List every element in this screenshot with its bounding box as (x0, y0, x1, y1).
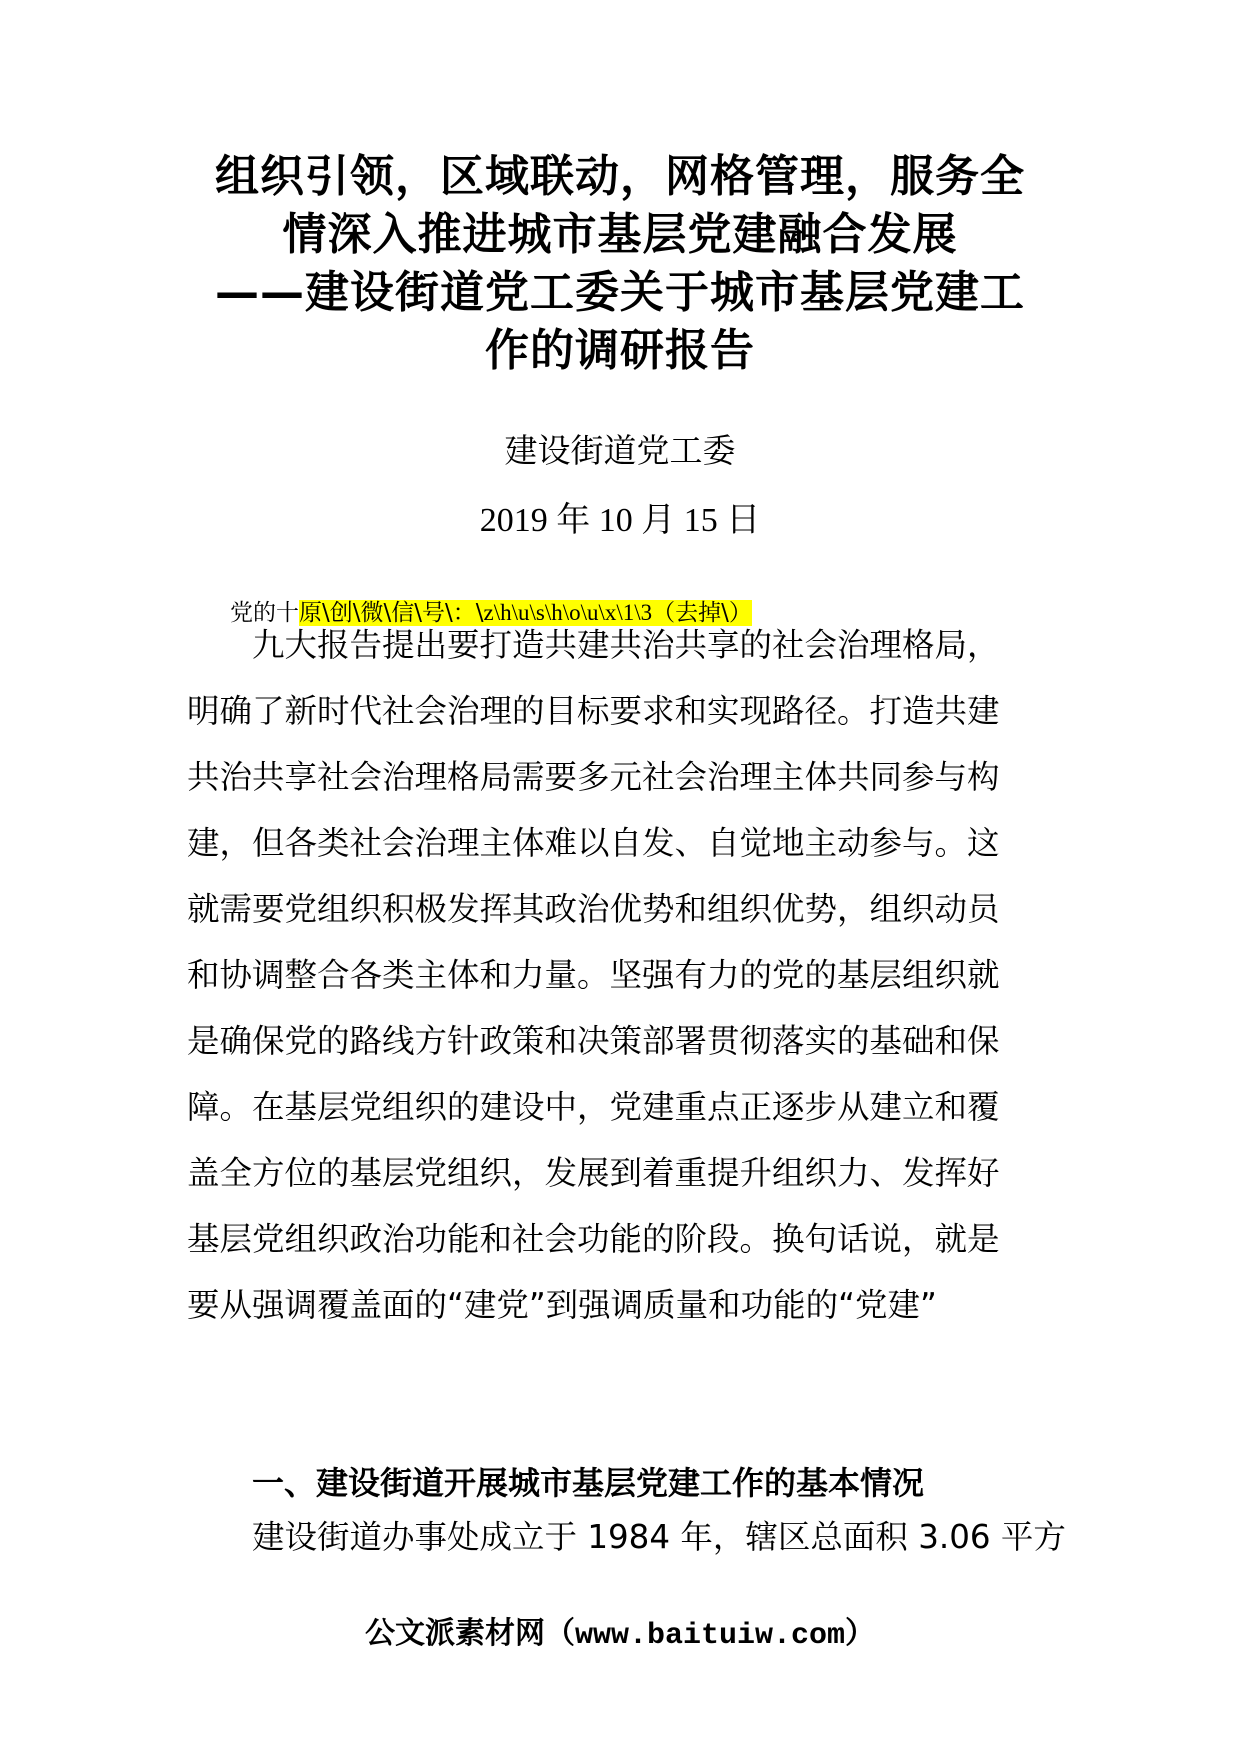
title-line: ——建设街道党工委关于城市基层党建工 (215, 267, 1025, 318)
watermark-prefix: 党的十 (230, 600, 299, 626)
paragraph-line: 明确了新时代社会治理的目标要求和实现路径。打造共建 (187, 692, 1000, 730)
paragraph-line: 盖全方位的基层党组织，发展到着重提升组织力、发挥好 (187, 1154, 1000, 1192)
footer-source (0, 1608, 1240, 1653)
watermark-code: z\h\u\s\h\o\u\x\1\3 (483, 600, 653, 625)
watermark-suffix: （去掉\） (652, 600, 752, 626)
watermark-cn: 原\创\微\信\号\：\ (299, 600, 484, 626)
paragraph-line: 和协调整合各类主体和力量。坚强有力的党的基层组织就 (187, 956, 1000, 994)
paragraph-line: 九大报告提出要打造共建共治共享的社会治理格局， (187, 626, 1000, 664)
paragraph-line: 基层党组织政治功能和社会功能的阶段。换句话说，就是 (187, 1220, 1000, 1258)
author: 建设街道党工委 (504, 431, 736, 470)
footer-label: 公文派素材网 (364, 1616, 545, 1651)
paragraph-line: 建，但各类社会治理主体难以自发、自觉地主动参与。这 (187, 824, 1000, 862)
section-heading: 一、建设街道开展城市基层党建工作的基本情况 (252, 1464, 925, 1502)
paragraph-line: 就需要党组织积极发挥其政治优势和组织优势，组织动员 (187, 890, 1000, 928)
paragraph-line: 是确保党的路线方针政策和决策部署贯彻落实的基础和保 (187, 1022, 1000, 1060)
intro-paragraph (187, 612, 1057, 1338)
title-line: 情深入推进城市基层党建融合发展 (282, 209, 958, 260)
title-line: 作的调研报告 (485, 325, 755, 376)
paragraph-line: 障。在基层党组织的建设中，党建重点正逐步从建立和覆 (187, 1088, 1000, 1126)
paragraph-line: 共治共享社会治理格局需要多元社会治理主体共同参与构 (187, 758, 1000, 796)
paragraph-line: 要从强调覆盖面的“建党”到强调质量和功能的“党建” (187, 1286, 937, 1324)
footer-url: （www.baituiw.com） (544, 1619, 876, 1653)
publish-date: 2019 年 10 月 15 日 (479, 502, 761, 539)
document-title (180, 148, 1060, 380)
title-line: 组织引领，区域联动，网格管理，服务全 (215, 151, 1025, 202)
section-paragraph: 建设街道办事处成立于 1984 年，辖区总面积 3.06 平方 (252, 1518, 1066, 1556)
